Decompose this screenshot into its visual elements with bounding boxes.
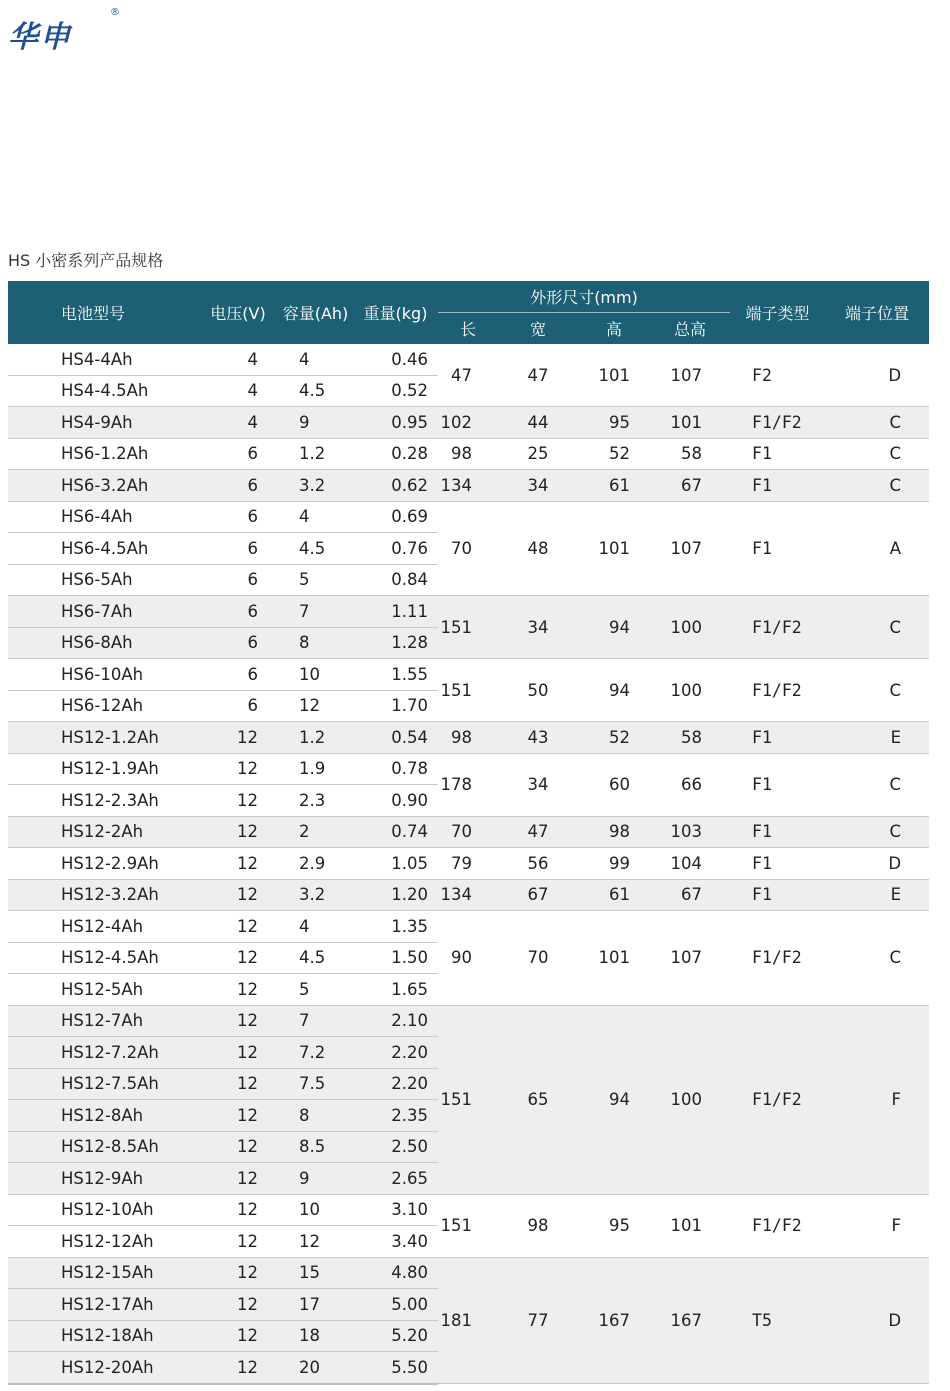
- model-cell: HS6-1.2Ah: [8, 438, 198, 470]
- terminal-type-cell: F1/F2: [730, 596, 825, 659]
- terminal-position-cell: E: [825, 879, 929, 911]
- width-cell: 77: [498, 1257, 578, 1384]
- length-cell: 98: [438, 722, 498, 754]
- length-cell: 134: [438, 470, 498, 502]
- weight-cell: 0.52: [353, 375, 438, 407]
- voltage-cell: 12: [198, 785, 278, 817]
- voltage-cell: 12: [198, 722, 278, 754]
- total-height-cell: 107: [650, 911, 730, 1006]
- model-cell: HS12-2Ah: [8, 816, 198, 848]
- terminal-type-cell: F1: [730, 753, 825, 816]
- model-cell: HS12-8.5Ah: [8, 1131, 198, 1163]
- weight-cell: 1.28: [353, 627, 438, 659]
- terminal-position-cell: D: [825, 344, 929, 407]
- total-height-cell: 58: [650, 722, 730, 754]
- header-capacity: 容量(Ah): [278, 281, 353, 344]
- voltage-cell: 6: [198, 596, 278, 628]
- model-cell: HS6-5Ah: [8, 564, 198, 596]
- capacity-cell: 10: [278, 1194, 353, 1226]
- width-cell: 98: [498, 1194, 578, 1257]
- capacity-cell: 12: [278, 690, 353, 722]
- table-body: [8, 344, 929, 1384]
- table-row: [8, 911, 929, 943]
- voltage-cell: 6: [198, 690, 278, 722]
- model-cell: HS6-4.5Ah: [8, 533, 198, 565]
- weight-cell: 2.50: [353, 1131, 438, 1163]
- voltage-cell: 12: [198, 1226, 278, 1258]
- header-width: 宽: [498, 313, 578, 345]
- voltage-cell: 6: [198, 564, 278, 596]
- weight-cell: 0.62: [353, 470, 438, 502]
- model-cell: HS6-8Ah: [8, 627, 198, 659]
- header-total-height: 总高: [650, 313, 730, 345]
- weight-cell: 0.28: [353, 438, 438, 470]
- model-cell: HS12-1.9Ah: [8, 753, 198, 785]
- capacity-cell: 15: [278, 1257, 353, 1289]
- model-cell: HS4-9Ah: [8, 407, 198, 439]
- weight-cell: 0.76: [353, 533, 438, 565]
- capacity-cell: 2.9: [278, 848, 353, 880]
- height-cell: 94: [578, 659, 650, 722]
- weight-cell: 1.05: [353, 848, 438, 880]
- table-row: [8, 344, 929, 375]
- table-header: [8, 281, 929, 344]
- model-cell: HS12-18Ah: [8, 1320, 198, 1352]
- terminal-type-cell: T5: [730, 1257, 825, 1384]
- width-cell: 25: [498, 438, 578, 470]
- width-cell: 65: [498, 1005, 578, 1194]
- terminal-position-cell: C: [825, 816, 929, 848]
- voltage-cell: 12: [198, 879, 278, 911]
- weight-cell: 5.20: [353, 1320, 438, 1352]
- capacity-cell: 10: [278, 659, 353, 691]
- model-cell: HS12-5Ah: [8, 974, 198, 1006]
- table-row: [8, 816, 929, 848]
- brand-logo: 华申: [8, 20, 72, 55]
- height-cell: 61: [578, 470, 650, 502]
- capacity-cell: 12: [278, 1226, 353, 1258]
- capacity-cell: 8: [278, 627, 353, 659]
- terminal-type-cell: F1: [730, 470, 825, 502]
- weight-cell: 0.90: [353, 785, 438, 817]
- height-cell: 101: [578, 344, 650, 407]
- terminal-position-cell: E: [825, 722, 929, 754]
- table-row: [8, 438, 929, 470]
- capacity-cell: 7.5: [278, 1068, 353, 1100]
- weight-cell: 0.74: [353, 816, 438, 848]
- capacity-cell: 4.5: [278, 533, 353, 565]
- table-row: [8, 470, 929, 502]
- total-height-cell: 101: [650, 407, 730, 439]
- length-cell: 181: [438, 1257, 498, 1384]
- width-cell: 34: [498, 470, 578, 502]
- length-cell: 102: [438, 407, 498, 439]
- length-cell: 98: [438, 438, 498, 470]
- width-cell: 50: [498, 659, 578, 722]
- model-cell: HS12-4Ah: [8, 911, 198, 943]
- voltage-cell: 4: [198, 344, 278, 375]
- terminal-type-cell: F1: [730, 501, 825, 596]
- weight-cell: 2.20: [353, 1068, 438, 1100]
- voltage-cell: 12: [198, 753, 278, 785]
- model-cell: HS12-8Ah: [8, 1100, 198, 1132]
- height-cell: 101: [578, 911, 650, 1006]
- total-height-cell: 66: [650, 753, 730, 816]
- spec-table: [8, 281, 929, 1385]
- voltage-cell: 12: [198, 1005, 278, 1037]
- terminal-position-cell: F: [825, 1194, 929, 1257]
- voltage-cell: 6: [198, 659, 278, 691]
- capacity-cell: 8.5: [278, 1131, 353, 1163]
- terminal-position-cell: C: [825, 911, 929, 1006]
- terminal-type-cell: F1: [730, 816, 825, 848]
- weight-cell: 3.10: [353, 1194, 438, 1226]
- terminal-type-cell: F1: [730, 438, 825, 470]
- length-cell: 70: [438, 501, 498, 596]
- total-height-cell: 167: [650, 1257, 730, 1384]
- total-height-cell: 107: [650, 501, 730, 596]
- voltage-cell: 12: [198, 848, 278, 880]
- height-cell: 60: [578, 753, 650, 816]
- width-cell: 34: [498, 596, 578, 659]
- voltage-cell: 12: [198, 1289, 278, 1321]
- terminal-position-cell: C: [825, 596, 929, 659]
- total-height-cell: 100: [650, 659, 730, 722]
- width-cell: 56: [498, 848, 578, 880]
- weight-cell: 1.50: [353, 942, 438, 974]
- height-cell: 52: [578, 438, 650, 470]
- capacity-cell: 8: [278, 1100, 353, 1132]
- weight-cell: 0.95: [353, 407, 438, 439]
- voltage-cell: 6: [198, 438, 278, 470]
- height-cell: 52: [578, 722, 650, 754]
- table-row: [8, 659, 929, 691]
- weight-cell: 1.11: [353, 596, 438, 628]
- model-cell: HS12-7.5Ah: [8, 1068, 198, 1100]
- terminal-type-cell: F1: [730, 722, 825, 754]
- capacity-cell: 5: [278, 974, 353, 1006]
- width-cell: 43: [498, 722, 578, 754]
- capacity-cell: 3.2: [278, 470, 353, 502]
- length-cell: 151: [438, 1194, 498, 1257]
- voltage-cell: 12: [198, 1131, 278, 1163]
- model-cell: HS12-4.5Ah: [8, 942, 198, 974]
- table-row: [8, 848, 929, 880]
- section-title: HS 小密系列产品规格: [8, 251, 164, 270]
- model-cell: HS4-4.5Ah: [8, 375, 198, 407]
- voltage-cell: 6: [198, 533, 278, 565]
- terminal-type-cell: F1/F2: [730, 659, 825, 722]
- height-cell: 94: [578, 1005, 650, 1194]
- table-row: [8, 879, 929, 911]
- weight-cell: 1.55: [353, 659, 438, 691]
- capacity-cell: 3.2: [278, 879, 353, 911]
- weight-cell: 2.10: [353, 1005, 438, 1037]
- table-row: [8, 722, 929, 754]
- total-height-cell: 100: [650, 1005, 730, 1194]
- capacity-cell: 4: [278, 911, 353, 943]
- length-cell: 47: [438, 344, 498, 407]
- length-cell: 79: [438, 848, 498, 880]
- weight-cell: 2.20: [353, 1037, 438, 1069]
- capacity-cell: 1.2: [278, 722, 353, 754]
- spec-table-container: [8, 281, 929, 1385]
- voltage-cell: 12: [198, 911, 278, 943]
- capacity-cell: 5: [278, 564, 353, 596]
- terminal-position-cell: C: [825, 407, 929, 439]
- terminal-type-cell: F1/F2: [730, 911, 825, 1006]
- voltage-cell: 4: [198, 407, 278, 439]
- voltage-cell: 12: [198, 1163, 278, 1195]
- capacity-cell: 1.2: [278, 438, 353, 470]
- height-cell: 167: [578, 1257, 650, 1384]
- model-cell: HS6-10Ah: [8, 659, 198, 691]
- voltage-cell: 12: [198, 974, 278, 1006]
- terminal-position-cell: C: [825, 753, 929, 816]
- weight-cell: 0.69: [353, 501, 438, 533]
- table-row: [8, 501, 929, 533]
- header-terminal-type: 端子类型: [730, 281, 825, 344]
- length-cell: 151: [438, 596, 498, 659]
- width-cell: 34: [498, 753, 578, 816]
- height-cell: 98: [578, 816, 650, 848]
- total-height-cell: 67: [650, 470, 730, 502]
- voltage-cell: 6: [198, 470, 278, 502]
- weight-cell: 1.65: [353, 974, 438, 1006]
- weight-cell: 0.54: [353, 722, 438, 754]
- width-cell: 70: [498, 911, 578, 1006]
- weight-cell: 5.50: [353, 1352, 438, 1384]
- capacity-cell: 18: [278, 1320, 353, 1352]
- weight-cell: 0.78: [353, 753, 438, 785]
- model-cell: HS12-7Ah: [8, 1005, 198, 1037]
- model-cell: HS6-4Ah: [8, 501, 198, 533]
- header-terminal-position: 端子位置: [825, 281, 929, 344]
- header-height: 高: [578, 313, 650, 345]
- voltage-cell: 12: [198, 1037, 278, 1069]
- model-cell: HS12-1.2Ah: [8, 722, 198, 754]
- terminal-type-cell: F1/F2: [730, 1194, 825, 1257]
- model-cell: HS12-2.3Ah: [8, 785, 198, 817]
- capacity-cell: 7.2: [278, 1037, 353, 1069]
- capacity-cell: 2: [278, 816, 353, 848]
- header-dimensions: 外形尺寸(mm): [438, 281, 730, 313]
- model-cell: HS12-3.2Ah: [8, 879, 198, 911]
- terminal-position-cell: A: [825, 501, 929, 596]
- table-row: [8, 753, 929, 785]
- terminal-position-cell: C: [825, 470, 929, 502]
- voltage-cell: 12: [198, 1068, 278, 1100]
- width-cell: 44: [498, 407, 578, 439]
- table-row: [8, 596, 929, 628]
- terminal-position-cell: C: [825, 659, 929, 722]
- model-cell: HS12-2.9Ah: [8, 848, 198, 880]
- capacity-cell: 4.5: [278, 942, 353, 974]
- terminal-position-cell: F: [825, 1005, 929, 1194]
- capacity-cell: 4.5: [278, 375, 353, 407]
- total-height-cell: 104: [650, 848, 730, 880]
- capacity-cell: 7: [278, 1005, 353, 1037]
- total-height-cell: 103: [650, 816, 730, 848]
- weight-cell: 5.00: [353, 1289, 438, 1321]
- table-row: [8, 1005, 929, 1037]
- weight-cell: 1.35: [353, 911, 438, 943]
- capacity-cell: 1.9: [278, 753, 353, 785]
- voltage-cell: 12: [198, 1257, 278, 1289]
- width-cell: 47: [498, 344, 578, 407]
- voltage-cell: 4: [198, 375, 278, 407]
- voltage-cell: 12: [198, 1194, 278, 1226]
- voltage-cell: 12: [198, 942, 278, 974]
- voltage-cell: 6: [198, 501, 278, 533]
- height-cell: 101: [578, 501, 650, 596]
- terminal-type-cell: F2: [730, 344, 825, 407]
- voltage-cell: 12: [198, 1352, 278, 1384]
- table-row: [8, 407, 929, 439]
- capacity-cell: 9: [278, 407, 353, 439]
- weight-cell: 1.20: [353, 879, 438, 911]
- header-voltage: 电压(V): [198, 281, 278, 344]
- terminal-type-cell: F1/F2: [730, 407, 825, 439]
- height-cell: 94: [578, 596, 650, 659]
- total-height-cell: 101: [650, 1194, 730, 1257]
- model-cell: HS12-7.2Ah: [8, 1037, 198, 1069]
- length-cell: 134: [438, 879, 498, 911]
- voltage-cell: 12: [198, 1320, 278, 1352]
- width-cell: 67: [498, 879, 578, 911]
- height-cell: 61: [578, 879, 650, 911]
- model-cell: HS12-15Ah: [8, 1257, 198, 1289]
- voltage-cell: 6: [198, 627, 278, 659]
- table-row: [8, 1257, 929, 1289]
- capacity-cell: 4: [278, 344, 353, 375]
- total-height-cell: 100: [650, 596, 730, 659]
- length-cell: 151: [438, 1005, 498, 1194]
- terminal-position-cell: D: [825, 848, 929, 880]
- model-cell: HS4-4Ah: [8, 344, 198, 375]
- registered-mark: ®: [110, 7, 120, 18]
- model-cell: HS6-3.2Ah: [8, 470, 198, 502]
- capacity-cell: 2.3: [278, 785, 353, 817]
- terminal-type-cell: F1/F2: [730, 1005, 825, 1194]
- terminal-position-cell: D: [825, 1257, 929, 1384]
- model-cell: HS12-17Ah: [8, 1289, 198, 1321]
- height-cell: 95: [578, 1194, 650, 1257]
- model-cell: HS6-12Ah: [8, 690, 198, 722]
- weight-cell: 4.80: [353, 1257, 438, 1289]
- model-cell: HS12-10Ah: [8, 1194, 198, 1226]
- weight-cell: 0.46: [353, 344, 438, 375]
- capacity-cell: 4: [278, 501, 353, 533]
- model-cell: HS12-20Ah: [8, 1352, 198, 1384]
- length-cell: 90: [438, 911, 498, 1006]
- total-height-cell: 67: [650, 879, 730, 911]
- terminal-type-cell: F1: [730, 879, 825, 911]
- height-cell: 95: [578, 407, 650, 439]
- weight-cell: 2.65: [353, 1163, 438, 1195]
- voltage-cell: 12: [198, 1100, 278, 1132]
- model-cell: HS6-7Ah: [8, 596, 198, 628]
- terminal-position-cell: C: [825, 438, 929, 470]
- length-cell: 178: [438, 753, 498, 816]
- capacity-cell: 20: [278, 1352, 353, 1384]
- weight-cell: 1.70: [353, 690, 438, 722]
- voltage-cell: 12: [198, 816, 278, 848]
- total-height-cell: 107: [650, 344, 730, 407]
- capacity-cell: 17: [278, 1289, 353, 1321]
- height-cell: 99: [578, 848, 650, 880]
- capacity-cell: 9: [278, 1163, 353, 1195]
- header-model: 电池型号: [8, 281, 198, 344]
- weight-cell: 3.40: [353, 1226, 438, 1258]
- weight-cell: 0.84: [353, 564, 438, 596]
- model-cell: HS12-9Ah: [8, 1163, 198, 1195]
- length-cell: 151: [438, 659, 498, 722]
- header-length: 长: [438, 313, 498, 345]
- width-cell: 48: [498, 501, 578, 596]
- terminal-type-cell: F1: [730, 848, 825, 880]
- table-row: [8, 1194, 929, 1226]
- header-weight: 重量(kg): [353, 281, 438, 344]
- total-height-cell: 58: [650, 438, 730, 470]
- model-cell: HS12-12Ah: [8, 1226, 198, 1258]
- length-cell: 70: [438, 816, 498, 848]
- width-cell: 47: [498, 816, 578, 848]
- weight-cell: 2.35: [353, 1100, 438, 1132]
- capacity-cell: 7: [278, 596, 353, 628]
